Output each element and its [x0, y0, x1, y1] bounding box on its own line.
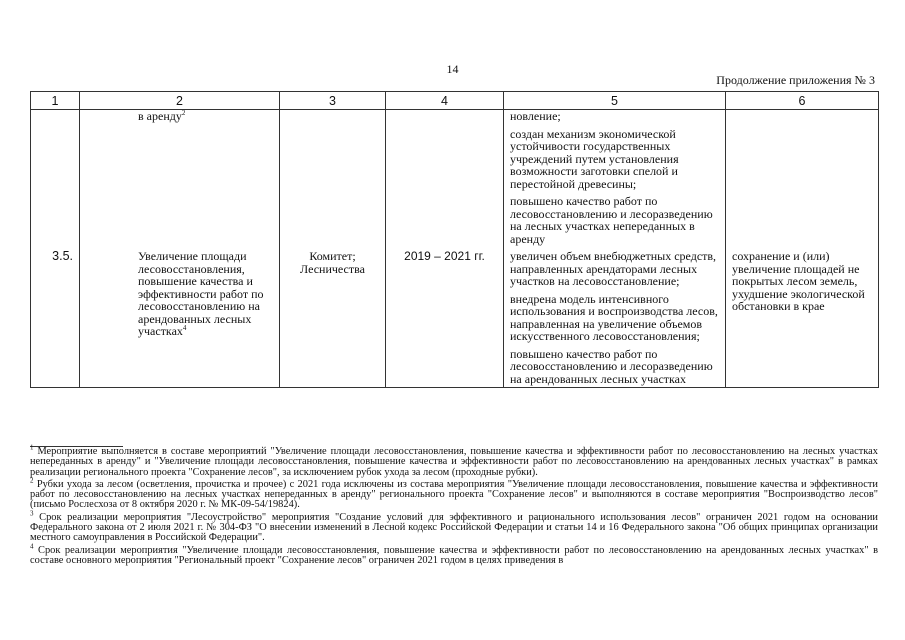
result-item: увеличен объем внебюджетных средств, направленных арендаторами лесных участков на лесовосстановление;	[510, 249, 717, 288]
cell-executor: Комитет; Лесничества	[280, 245, 386, 388]
cell-period	[386, 110, 504, 246]
column-header-3: 3	[280, 92, 386, 110]
footnote-mark: 3	[30, 509, 34, 518]
result-item: повышено качество работ по лесовосстановлению и лесоразведению на арендованных лесных участках	[510, 346, 713, 386]
measures-table	[30, 91, 879, 388]
footnote-mark: 1	[30, 443, 34, 452]
cell-consequences	[726, 110, 879, 246]
page-number: 14	[446, 62, 459, 76]
table-row-previous	[31, 110, 879, 246]
column-header-1: 1	[31, 92, 80, 110]
cell-results	[504, 110, 726, 246]
footnote-mark: 4	[30, 542, 34, 551]
footnote-text: Мероприятие выполняется в составе мероприятий "Увеличение площади лесовосстановления, повышение качества и эффективности работ по лесовосстановлению на лесных участках непереданных в аренду" и "Увеличение площади лесовосстановления, повышение качества и эффективности работ по лесовосстановлению на арендованных лесных участках" в рамках реализации регионального проекта "Сохранение лесов", за исключением рубок ухода за лесом (проходные рубки).	[30, 446, 878, 478]
cell-results	[504, 245, 726, 388]
cell-executor	[280, 110, 386, 246]
result-item: новление;	[510, 109, 561, 123]
footnote-text: Срок реализации мероприятия "Увеличение площади лесовосстановления, повышение качества и эффективности работ по лесовосстановлению на арендованных лесных участках" в составе основного мероприятия "Региональный проект "Сохранение лесов" ограничен 2021 годом в целях приведения в	[30, 544, 879, 566]
footnote-ref: 4	[182, 324, 187, 332]
table-row-3-5	[31, 245, 879, 388]
footnote-4	[30, 542, 879, 567]
result-item: повышено качество работ по лесовосстановлению и лесоразведению на лесных участках непереданных в аренду	[510, 194, 713, 246]
result-item: создан механизм экономической устойчивости государственных учреждений путем установления возможности заготовки спелой и перестойной древесины;	[510, 126, 679, 191]
footnote-2	[30, 476, 878, 511]
footnote-1	[30, 443, 878, 478]
footnote-text: Срок реализации мероприятия "Лесоустройство" мероприятия "Создание условий для эффективного и рационального использования лесов" ограничен 2021 годом на основании Федерального закона от 2 июля 2021 г. № 304-ФЗ "О внесении изменений в Лесной кодекс Российской Федерации и статьи 14 и 16 Федерального закона "Об общих принципах организации местного самоуправления в Российской Федерации".	[30, 511, 878, 544]
column-header-5: 5	[504, 92, 726, 110]
measure-text: в аренду	[138, 109, 182, 123]
column-header-6: 6	[726, 92, 879, 110]
footnote-text: Рубки ухода за лесом (осветления, прочистка и прочее) с 2021 года исключены из состава мероприятия "Увеличение площади лесовосстановления, повышение качества и эффективности работ по лесовосстановлению на лесных участках непереданных в аренду" регионального проекта "Сохранение лесов" и выполняются в составе мероприятия "Воспроизводство лесов" (письмо Рослесхоза от 8 октября 2020 г. № МК-09-54/19824).	[30, 478, 878, 511]
cell-measure	[80, 245, 280, 388]
cell-number	[31, 110, 80, 246]
result-item: внедрена модель интенсивного использования и воспроизводства лесов, направленная на увеличение объемов искусственного лесовосстановления;	[510, 291, 718, 343]
footnote-mark: 2	[30, 476, 34, 485]
footnote-3	[30, 509, 878, 544]
cell-measure	[80, 110, 280, 246]
cell-number: 3.5.	[31, 245, 80, 388]
column-header-4: 4	[386, 92, 504, 110]
footnote-ref: 2	[181, 109, 186, 117]
cell-period: 2019 – 2021 гг.	[386, 245, 504, 388]
footnotes	[30, 443, 879, 568]
column-header-2: 2	[80, 92, 280, 110]
measure-text: Увеличение площади лесовосстановления, повышение качества и эффективности работ по лесовосстановлению на арендованных лесных участках	[138, 249, 264, 338]
continuation-label: Продолжение приложения № 3	[716, 73, 875, 87]
column-number-row	[31, 92, 879, 110]
cell-consequences: сохранение и (или) увеличение площадей не покрытых лесом земель, ухудшение экологической обстановки в крае	[726, 245, 879, 388]
